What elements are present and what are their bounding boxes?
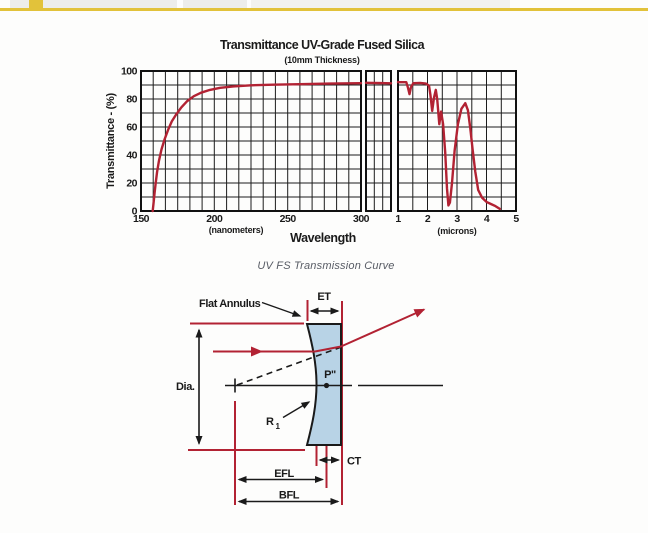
- y-tick-label: 60: [126, 121, 137, 134]
- bfl-label: BFL: [278, 489, 300, 502]
- efl-label: EFL: [274, 468, 294, 480]
- x-tick-label: 3: [454, 213, 460, 225]
- principal-point-dot: [324, 383, 329, 388]
- x-units-left-label: (nanometers): [208, 225, 264, 235]
- transmission-chart: [105, 38, 519, 245]
- lens-diagram: [176, 291, 443, 505]
- chart-subtitle: (10mm Thickness): [284, 55, 360, 65]
- transmission-curve: [153, 83, 361, 211]
- et-label: ET: [317, 291, 331, 303]
- chart-panel-nanometers: [133, 71, 370, 225]
- y-tick-label: 100: [120, 65, 137, 78]
- principal-point-label: P": [324, 369, 336, 381]
- x-units-right-label: (microns): [437, 226, 477, 236]
- refracted-ray: [341, 310, 424, 347]
- x-tick-label: 1: [395, 213, 401, 225]
- x-tick-label: 2: [424, 213, 431, 225]
- x-tick-label: 5: [513, 213, 519, 225]
- dia-label: Dia.: [176, 381, 195, 393]
- y-tick-label: 20: [126, 177, 137, 190]
- x-tick-label: 300: [352, 213, 370, 225]
- flat-annulus-arrow: [262, 303, 300, 317]
- x-tick-label: 200: [206, 213, 223, 225]
- transmission-curve: [366, 83, 391, 84]
- chart-title: Transmittance UV-Grade Fused Silica: [219, 38, 425, 52]
- incident-ray-arrowhead: [251, 347, 263, 357]
- chart-panel-microns: [395, 71, 519, 225]
- y-tick-label: 40: [126, 149, 137, 162]
- ct-label: CT: [347, 455, 361, 468]
- r1-subscript: 1: [275, 422, 280, 431]
- lens-body: [307, 324, 341, 445]
- r1-arrow: [283, 402, 309, 418]
- x-tick-label: 150: [132, 213, 150, 225]
- y-tick-label: 0: [131, 205, 137, 218]
- y-tick-label: 80: [126, 93, 137, 106]
- x-axis-label: Wavelength: [290, 231, 356, 245]
- chart-panel-break: [366, 71, 391, 211]
- flat-annulus-label: Flat Annulus: [199, 298, 261, 310]
- chart-caption: UV FS Transmission Curve: [257, 260, 395, 272]
- r1-label: R: [266, 416, 274, 428]
- y-axis-label: Transmittance - (%): [105, 93, 117, 189]
- x-tick-label: 250: [279, 213, 296, 225]
- x-tick-label: 4: [483, 213, 490, 225]
